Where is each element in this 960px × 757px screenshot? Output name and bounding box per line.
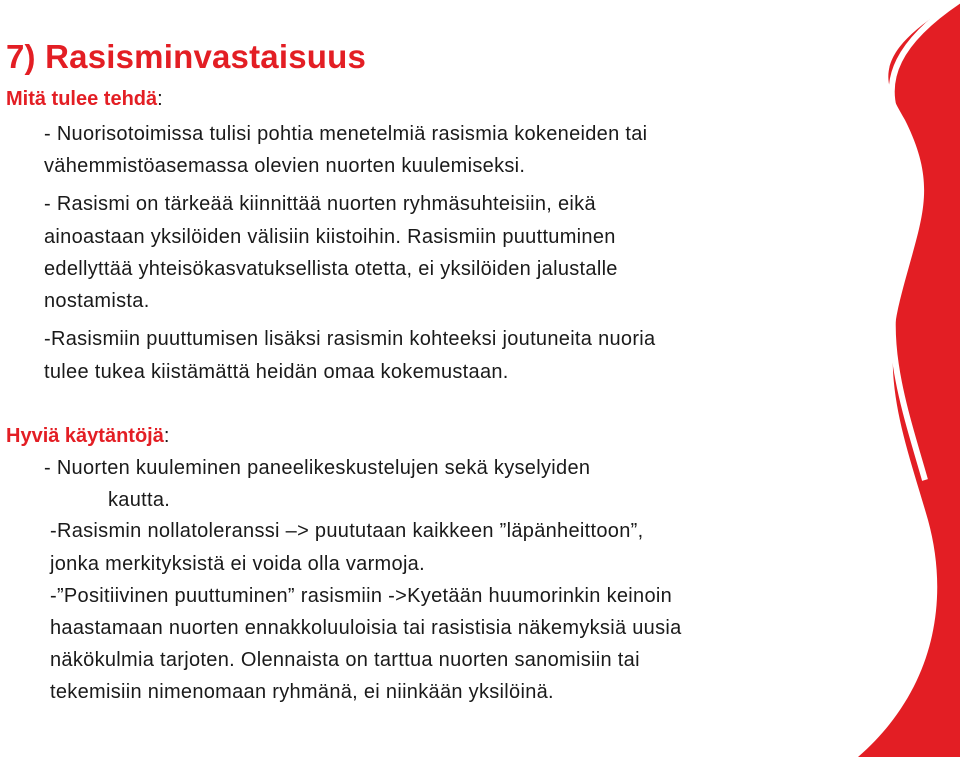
- text-line: vähemmistöasemassa olevien nuorten kuulemiseksi.: [44, 155, 526, 177]
- heading-colon: :: [157, 88, 163, 110]
- heading-colon: :: [163, 425, 170, 447]
- text-line: näkökulmia tarjoten. Olennaista on tarttua nuorten sanomisiin tai: [50, 649, 640, 671]
- text-line: -Rasismiin puuttumisen lisäksi rasismin kohteeksi joutuneita nuoria: [44, 328, 656, 350]
- section-heading-good-practices: [6, 425, 169, 448]
- text-line: - Rasismi on tärkeää kiinnittää nuorten ryhmäsuhteisiin, eikä: [44, 193, 596, 215]
- text-line: -”Positiivinen puuttuminen” rasismiin ->Kyetään huumorinkin keinoin: [50, 585, 673, 607]
- section-heading-what-to-do: [6, 88, 163, 111]
- text-line: tekemisiin nimenomaan ryhmänä, ei niinkään yksilöinä.: [50, 681, 554, 703]
- text-line: kautta.: [108, 489, 171, 511]
- text-line: nostamista.: [44, 290, 150, 312]
- text-line: - Nuorten kuuleminen paneelikeskustelujen sekä kyselyiden: [44, 457, 591, 479]
- text-line: -Rasismin nollatoleranssi –> puututaan kaikkeen ”läpänheittoon”,: [50, 520, 644, 542]
- slide-title: 7) Rasisminvastaisuus: [6, 38, 367, 75]
- text-line: jonka merkityksistä ei voida olla varmoja.: [50, 553, 425, 575]
- text-line: ainoastaan yksilöiden välisiin kiistoihin. Rasismiin puuttuminen: [44, 226, 616, 248]
- section-heading-good-practices-text: Hyviä käytäntöjä: [6, 425, 164, 447]
- section-heading-what-to-do-text: Mitä tulee tehdä: [6, 88, 158, 110]
- text-line: edellyttää yhteisökasvatuksellista otetta, ei yksilöiden jalustalle: [44, 258, 618, 280]
- text-line: - Nuorisotoimissa tulisi pohtia menetelmiä rasismia kokeneiden tai: [44, 123, 648, 145]
- text-line: haastamaan nuorten ennakkoluuloisia tai rasistisia näkemyksiä uusia: [50, 617, 682, 639]
- text-line: tulee tukea kiistämättä heidän omaa kokemustaan.: [44, 361, 509, 383]
